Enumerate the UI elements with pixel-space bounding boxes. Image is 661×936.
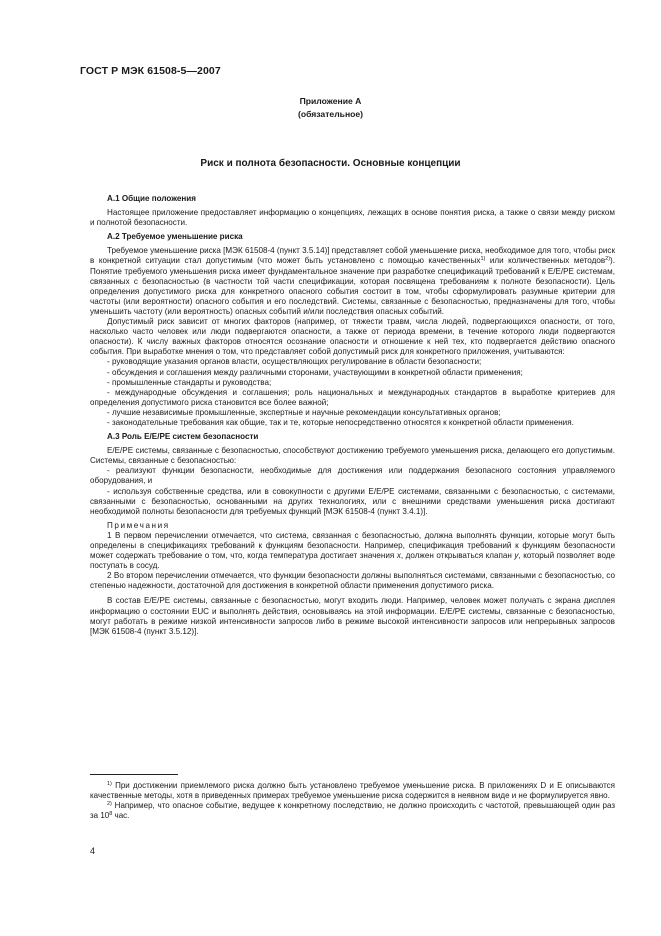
- note-text: , должен открываться клапан: [400, 551, 515, 561]
- annex-label: Приложение А: [299, 96, 362, 106]
- note-text: , который позволяет воде поступать в сосуд.: [90, 551, 615, 571]
- footnote-mark-1: 1): [107, 781, 112, 787]
- notes-heading: Примечания: [107, 520, 170, 530]
- list-item: - международные обсуждения и соглашения; роль национальных и международных стандартов в выработке критериев для определения допустимого риска становится все более важной;: [90, 387, 615, 407]
- footnote-mark-2: 2): [107, 801, 112, 807]
- footnote-text: час.: [112, 811, 130, 820]
- note-text: 1 В первом перечислении отмечается, что система, связанная с безопасностью, должна выполнять функции, которые могут быть определены в спецификациях требований к функциям безопасности. Например, спецификация требований к функциям безопасности может содержать требование о том, что, когда температура достигает значения: [90, 530, 615, 561]
- list-item: - реализуют функции безопасности, необходимые для достижения или поддержания безопасного состояния управляемого оборудования, и: [90, 466, 615, 486]
- list-item: - лучшие независимые промышленные, экспертные и научные рекомендации консультативных органов;: [107, 407, 501, 417]
- footnote-ref-1: 1): [480, 256, 486, 263]
- footnote-text: Например, что опасное событие, ведущее к конкретному последствию, не должно происходить с частотой, превышающей один раз за 10: [90, 801, 615, 820]
- note-variable-y: у: [514, 551, 519, 561]
- list-item: - руководящие указания органов власти, осуществляющих регулирование в области безопасности;: [107, 357, 482, 367]
- section-heading-a1: А.1 Общие положения: [107, 194, 196, 203]
- list-item: - законодательные требования как общие, так и те, которые непосредственно относятся к конкретной области применения.: [107, 417, 574, 427]
- annex-status: (обязательное): [297, 109, 364, 119]
- footnote-2: [90, 801, 615, 821]
- note-2: 2 Во втором перечислении отмечается, что функции безопасности должны выполняться системами, связанными с безопасностью, со степенью надежности, достаточной для достижения в конкретной области применения допустимого риска.: [90, 571, 615, 591]
- footnote-ref-2: 2): [605, 256, 611, 263]
- paragraph: Настоящее приложение предоставляет информацию о концепциях, лежащих в основе понятия риска, а также о связи между риском и полнотой безопасности.: [90, 208, 615, 228]
- footnote-separator: [90, 774, 178, 775]
- footnote-1: [90, 781, 615, 801]
- section-heading-a3: А.3 Роль Е/Е/РЕ систем безопасности: [107, 432, 259, 442]
- annex-title: Риск и полнота безопасности. Основные концепции: [200, 158, 461, 169]
- paragraph: Допустимый риск зависит от многих факторов (например, от тяжести травм, числа людей, подвергающихся опасности, от того, насколько часто человек или люди подвергаются опасности, а также от периода времени, в течение которого люди подвергаются опасности). К числу важных факторов относятся осознание опасности и отношение к ней тех, кто подвергается действию опасного события. При выработке мнения о том, что представляет собой допустимый риск для конкретного приложения, учитываются:: [90, 317, 615, 357]
- note-1: [90, 531, 615, 571]
- standard-id: ГОСТ Р МЭК 61508-5—2007: [80, 65, 221, 77]
- list-item: - промышленные стандарты и руководства;: [107, 377, 272, 387]
- paragraph: В состав Е/Е/РЕ системы, связанные с безопасностью, могут входить люди. Например, человек может получать с экрана дисплея информацию о состоянии EUC и выполнять действия, основываясь на этой информации. Е/Е/РЕ системы, связанные с безопасностью, могут работать в режиме низкой интенсивности запросов либо в режиме высокой интенсивности запросов или непрерывных запросов [МЭК 61508-4 (пункт 3.5.12)].: [90, 596, 615, 636]
- footnotes: [90, 781, 615, 821]
- paragraph-text: или количественных методов: [485, 256, 606, 266]
- exponent: 8: [109, 811, 113, 817]
- paragraph: Е/Е/РЕ системы, связанные с безопасностью, способствуют достижению требуемого уменьшения риска, делающего его допустимым. Системы, связанные с безопасностью:: [90, 446, 615, 466]
- list-item: - обсуждения и соглашения между различными сторонами, участвующими в конкретной области применения;: [107, 367, 523, 377]
- annex-label-block: [0, 95, 661, 121]
- page-number: 4: [90, 846, 96, 856]
- section-heading-a2: А.2 Требуемое уменьшение риска: [107, 232, 243, 242]
- list-item: - используя собственные средства, или в совокупности с другими Е/Е/РЕ системами, связанными с безопасностью, с системами, связанными с безопасностью, основанными на других технологиях, или с внешними средствами уменьшения риска достигают необходимой полноты безопасности для требуемых функций [МЭК 61508-4 (пункт 3.4.1)].: [90, 486, 615, 516]
- paragraph-text: Требуемое уменьшение риска [МЭК 61508-4 (пункт 3.5.14)] представляет собой уменьшение риска, необходимое для того, чтобы риск в конкретной ситуации стал допустимым (что может быть установлено с помощью качественных: [90, 246, 615, 266]
- footnote-text: При достижении приемлемого риска должно быть установлено требуемое уменьшение риска. В приложениях D и E описываются качественные методы, хотя в приведенных примерах требуемое уменьшение риска содержится в неявном виде и не формулируется явно.: [90, 781, 615, 800]
- paragraph: [90, 246, 615, 317]
- document-body: [90, 190, 615, 637]
- paragraph-text: ). Понятие требуемого уменьшения риска имеет фундаментальное значение при разработке спецификаций требований к Е/Е/РЕ системам, связанных с безопасностью (в частности той части спецификации, которая посвящена требованиям к полноте безопасности). Цель определения допустимого риска для конкретного опасного события состоит в том, чтобы сформулировать разумные критерии для частоты (или вероятности) опасного события и его последствий. Системы, связанные с безопасностью, предназначены для того, чтобы уменьшить частоту (или вероятность) опасных событий и/или последствия опасных событий.: [90, 256, 615, 316]
- note-variable-x: х: [396, 551, 401, 561]
